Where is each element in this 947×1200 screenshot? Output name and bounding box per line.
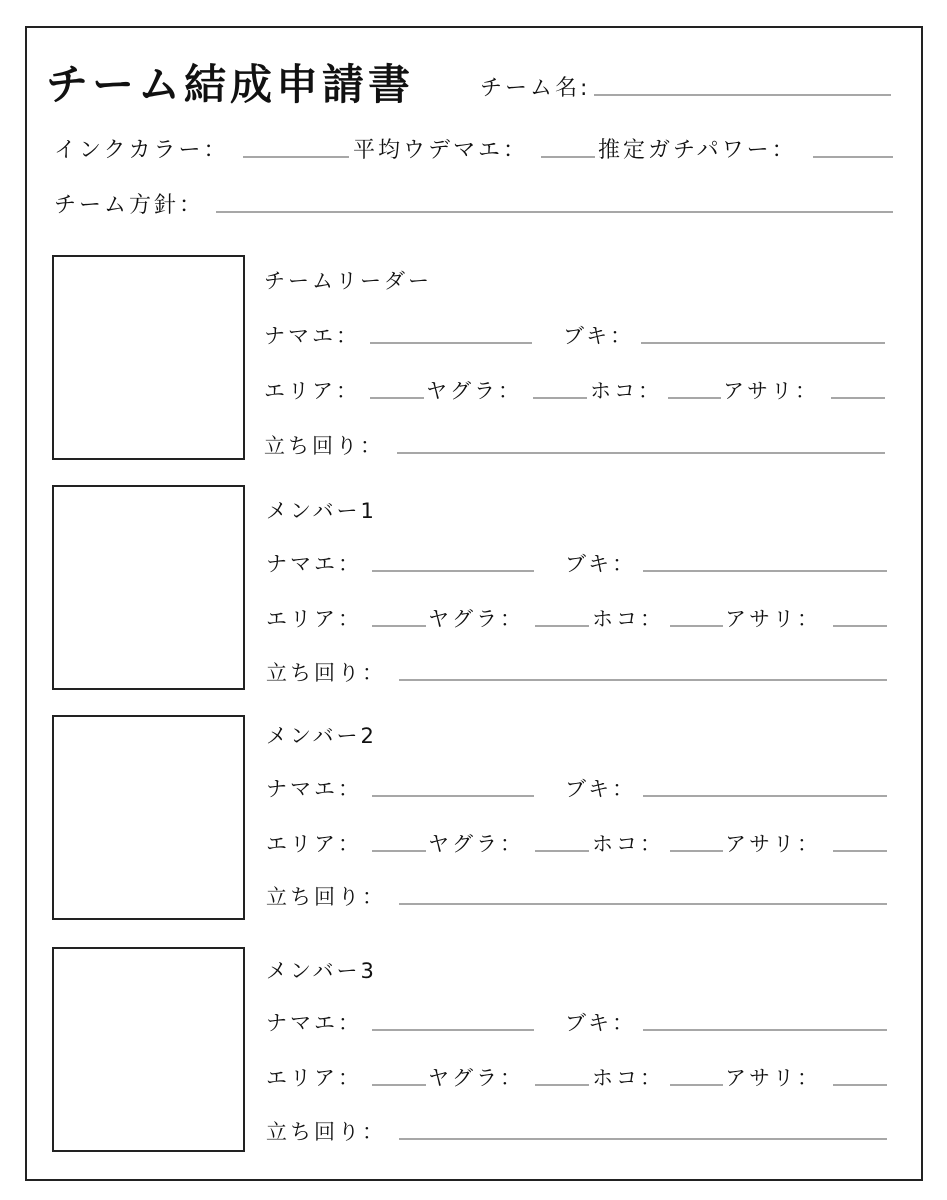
yagura-field[interactable] xyxy=(535,1084,589,1086)
member-photo-box[interactable] xyxy=(52,485,245,690)
section-heading: チームリーダー xyxy=(264,269,432,293)
hoko-field[interactable] xyxy=(670,1084,723,1086)
yagura-label: ヤグラ： xyxy=(428,1066,524,1090)
area-label: エリア： xyxy=(266,607,362,631)
leader-photo-box[interactable] xyxy=(52,255,245,460)
ink-color-label: インクカラー： xyxy=(54,138,229,163)
section-heading: メンバー2 xyxy=(266,724,377,748)
est-power-label: 推定ガチパワー： xyxy=(598,138,797,163)
hoko-label: ホコ： xyxy=(590,379,662,403)
area-field[interactable] xyxy=(370,397,424,399)
yagura-label: ヤグラ： xyxy=(426,379,522,403)
weapon-field[interactable] xyxy=(643,795,887,797)
yagura-field[interactable] xyxy=(533,397,587,399)
weapon-label: ブキ： xyxy=(565,552,637,576)
asari-label: アサリ： xyxy=(725,832,821,856)
playstyle-field[interactable] xyxy=(399,679,887,681)
asari-label: アサリ： xyxy=(723,379,819,403)
playstyle-field[interactable] xyxy=(399,1138,887,1140)
yagura-label: ヤグラ： xyxy=(428,607,524,631)
playstyle-label: 立ち回り： xyxy=(266,661,386,685)
team-policy-label: チーム方針： xyxy=(54,193,205,218)
avg-udemae-label: 平均ウデマエ： xyxy=(353,138,529,163)
area-label: エリア： xyxy=(266,1066,362,1090)
name-label: ナマエ： xyxy=(264,324,360,348)
weapon-field[interactable] xyxy=(643,570,887,572)
area-label: エリア： xyxy=(264,379,360,403)
hoko-label: ホコ： xyxy=(592,607,664,631)
hoko-label: ホコ： xyxy=(592,832,664,856)
weapon-label: ブキ： xyxy=(565,1011,637,1035)
name-label: ナマエ： xyxy=(266,777,362,801)
name-field[interactable] xyxy=(372,1029,534,1031)
name-label: ナマエ： xyxy=(266,552,362,576)
hoko-label: ホコ： xyxy=(592,1066,664,1090)
name-field[interactable] xyxy=(370,342,532,344)
member-photo-box[interactable] xyxy=(52,947,245,1152)
weapon-field[interactable] xyxy=(641,342,885,344)
ink-color-field[interactable] xyxy=(243,156,349,158)
section-heading: メンバー3 xyxy=(266,959,377,983)
playstyle-field[interactable] xyxy=(397,452,885,454)
member-photo-box[interactable] xyxy=(52,715,245,920)
area-field[interactable] xyxy=(372,1084,426,1086)
playstyle-label: 立ち回り： xyxy=(266,1120,386,1144)
est-power-field[interactable] xyxy=(813,156,893,158)
asari-label: アサリ： xyxy=(725,1066,821,1090)
asari-field[interactable] xyxy=(833,1084,887,1086)
form-title: チーム結成申請書 xyxy=(46,60,415,109)
asari-field[interactable] xyxy=(833,625,887,627)
weapon-field[interactable] xyxy=(643,1029,887,1031)
asari-field[interactable] xyxy=(833,850,887,852)
area-label: エリア： xyxy=(266,832,362,856)
yagura-label: ヤグラ： xyxy=(428,832,524,856)
asari-field[interactable] xyxy=(831,397,885,399)
team-name-field[interactable] xyxy=(594,94,891,96)
weapon-label: ブキ： xyxy=(565,777,637,801)
name-field[interactable] xyxy=(372,570,534,572)
hoko-field[interactable] xyxy=(670,850,723,852)
name-field[interactable] xyxy=(372,795,534,797)
yagura-field[interactable] xyxy=(535,850,589,852)
section-heading: メンバー1 xyxy=(266,499,377,523)
playstyle-field[interactable] xyxy=(399,903,887,905)
hoko-field[interactable] xyxy=(670,625,723,627)
team-name-label: チーム名: xyxy=(480,76,591,101)
hoko-field[interactable] xyxy=(668,397,721,399)
area-field[interactable] xyxy=(372,625,426,627)
playstyle-label: 立ち回り： xyxy=(266,885,386,909)
avg-udemae-field[interactable] xyxy=(541,156,595,158)
asari-label: アサリ： xyxy=(725,607,821,631)
name-label: ナマエ： xyxy=(266,1011,362,1035)
playstyle-label: 立ち回り： xyxy=(264,434,384,458)
weapon-label: ブキ： xyxy=(563,324,635,348)
yagura-field[interactable] xyxy=(535,625,589,627)
area-field[interactable] xyxy=(372,850,426,852)
team-policy-field[interactable] xyxy=(216,211,893,213)
